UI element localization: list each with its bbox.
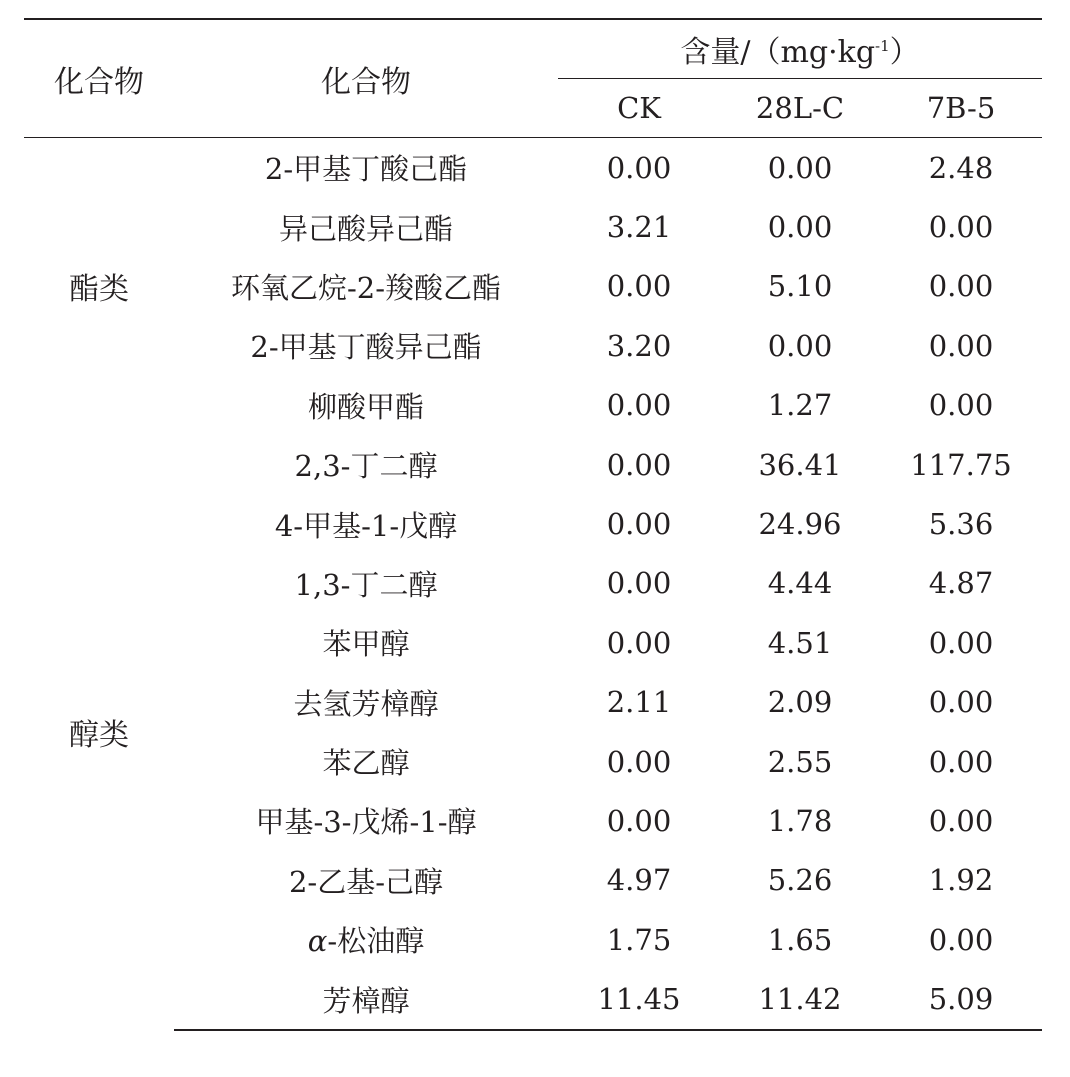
compound-name-cell: 2,3-丁二醇	[294, 449, 438, 484]
compound-name-cell: 2-甲基丁酸己酯	[264, 152, 468, 187]
compound-name-cell	[174, 910, 558, 969]
compound-name-cell: 去氢芳樟醇	[293, 686, 439, 721]
value-cell: 4.44	[767, 566, 833, 601]
table-row	[24, 554, 1042, 613]
value-cell: 0.00	[928, 328, 994, 363]
table-row	[24, 494, 1042, 553]
value-cell: 3.21	[606, 210, 672, 245]
compound-name-cell: 苯乙醇	[322, 746, 410, 781]
value-cell: 2.11	[606, 685, 672, 720]
table-row	[24, 673, 1042, 732]
table-header	[24, 19, 1042, 138]
value-cell: 4.97	[606, 863, 672, 898]
header-col-ck: CK	[558, 79, 720, 138]
value-cell: 5.26	[767, 863, 833, 898]
table-row	[24, 257, 1042, 316]
table-row	[24, 613, 1042, 672]
compound-name-cell: 2-甲基丁酸异己酯	[250, 330, 482, 365]
table-row	[24, 435, 1042, 494]
value-cell: 5.10	[767, 269, 833, 304]
value-cell: 0.00	[767, 210, 833, 245]
value-cell: 0.00	[928, 625, 994, 660]
value-cell: 0.00	[606, 447, 672, 482]
compound-name-cell: 4-甲基-1-戊醇	[274, 508, 458, 543]
compound-content-table	[24, 18, 1042, 1031]
table-body	[24, 138, 1042, 1030]
value-cell: 2.48	[928, 150, 994, 185]
compound-name-cell: 1,3-丁二醇	[294, 567, 438, 602]
table-row	[24, 138, 1042, 198]
compound-name-cell: 甲基-3-戊烯-1-醇	[255, 805, 477, 840]
value-cell: 1.78	[767, 803, 833, 838]
compound-name-cell: 芳樟醇	[174, 969, 558, 1029]
header-category: 化合物	[24, 19, 174, 138]
value-cell: 2.55	[767, 744, 833, 779]
value-cell: 4.87	[928, 566, 994, 601]
value-cell: 0.00	[606, 150, 672, 185]
header-col-28l-c: 28L-C	[720, 79, 880, 138]
value-cell: 11.42	[720, 969, 880, 1029]
value-cell: 0.00	[767, 150, 833, 185]
compound-name-cell: 异己酸异己酯	[278, 211, 453, 246]
value-cell: 0.00	[928, 922, 994, 957]
value-cell: 11.45	[558, 969, 720, 1029]
header-content-sup: -1	[875, 37, 890, 55]
header-content	[558, 19, 1042, 79]
value-cell: 24.96	[758, 507, 842, 542]
table-row	[24, 376, 1042, 435]
compound-name-cell: 苯甲醇	[322, 627, 410, 662]
value-cell: 0.00	[606, 566, 672, 601]
table-row	[24, 851, 1042, 910]
header-content-label: 含量/（mg·kg	[680, 35, 876, 70]
compound-name-rest: -松油醇	[327, 924, 425, 959]
compound-content-table-wrapper	[24, 18, 1042, 1031]
category-cell: 酯类	[69, 272, 129, 308]
header-content-close: ）	[889, 35, 920, 70]
value-cell: 0.00	[928, 269, 994, 304]
value-cell: 36.41	[758, 447, 842, 482]
table-row	[24, 197, 1042, 256]
alpha-prefix: α	[307, 924, 328, 959]
table-row	[24, 732, 1042, 791]
category-cell: 醇类	[69, 718, 129, 754]
table-row	[24, 969, 1042, 1029]
value-cell: 117.75	[910, 447, 1012, 482]
table-row	[24, 910, 1042, 969]
value-cell: 0.00	[928, 685, 994, 720]
value-cell: 2.09	[767, 685, 833, 720]
value-cell: 1.27	[767, 388, 833, 423]
value-cell: 4.51	[767, 625, 833, 660]
value-cell: 5.36	[928, 507, 994, 542]
value-cell: 0.00	[606, 507, 672, 542]
value-cell: 0.00	[606, 269, 672, 304]
value-cell: 1.92	[928, 863, 994, 898]
value-cell: 0.00	[928, 744, 994, 779]
value-cell: 0.00	[928, 210, 994, 245]
value-cell: 0.00	[606, 388, 672, 423]
value-cell: 3.20	[606, 328, 672, 363]
value-cell: 0.00	[606, 625, 672, 660]
table-row	[24, 316, 1042, 375]
compound-name-cell: 2-乙基-己醇	[288, 864, 444, 899]
compound-name-cell: 柳酸甲酯	[307, 389, 424, 424]
value-cell: 1.75	[606, 922, 672, 957]
value-cell: 0.00	[928, 388, 994, 423]
table-row	[24, 791, 1042, 850]
header-compound: 化合物	[174, 19, 558, 138]
value-cell: 0.00	[928, 803, 994, 838]
compound-name-cell: 环氧乙烷-2-羧酸乙酯	[230, 270, 502, 305]
value-cell: 0.00	[606, 744, 672, 779]
value-cell: 1.65	[767, 922, 833, 957]
value-cell: 5.09	[880, 969, 1042, 1029]
value-cell: 0.00	[767, 328, 833, 363]
header-col-7b-5: 7B-5	[880, 79, 1042, 138]
value-cell: 0.00	[606, 803, 672, 838]
